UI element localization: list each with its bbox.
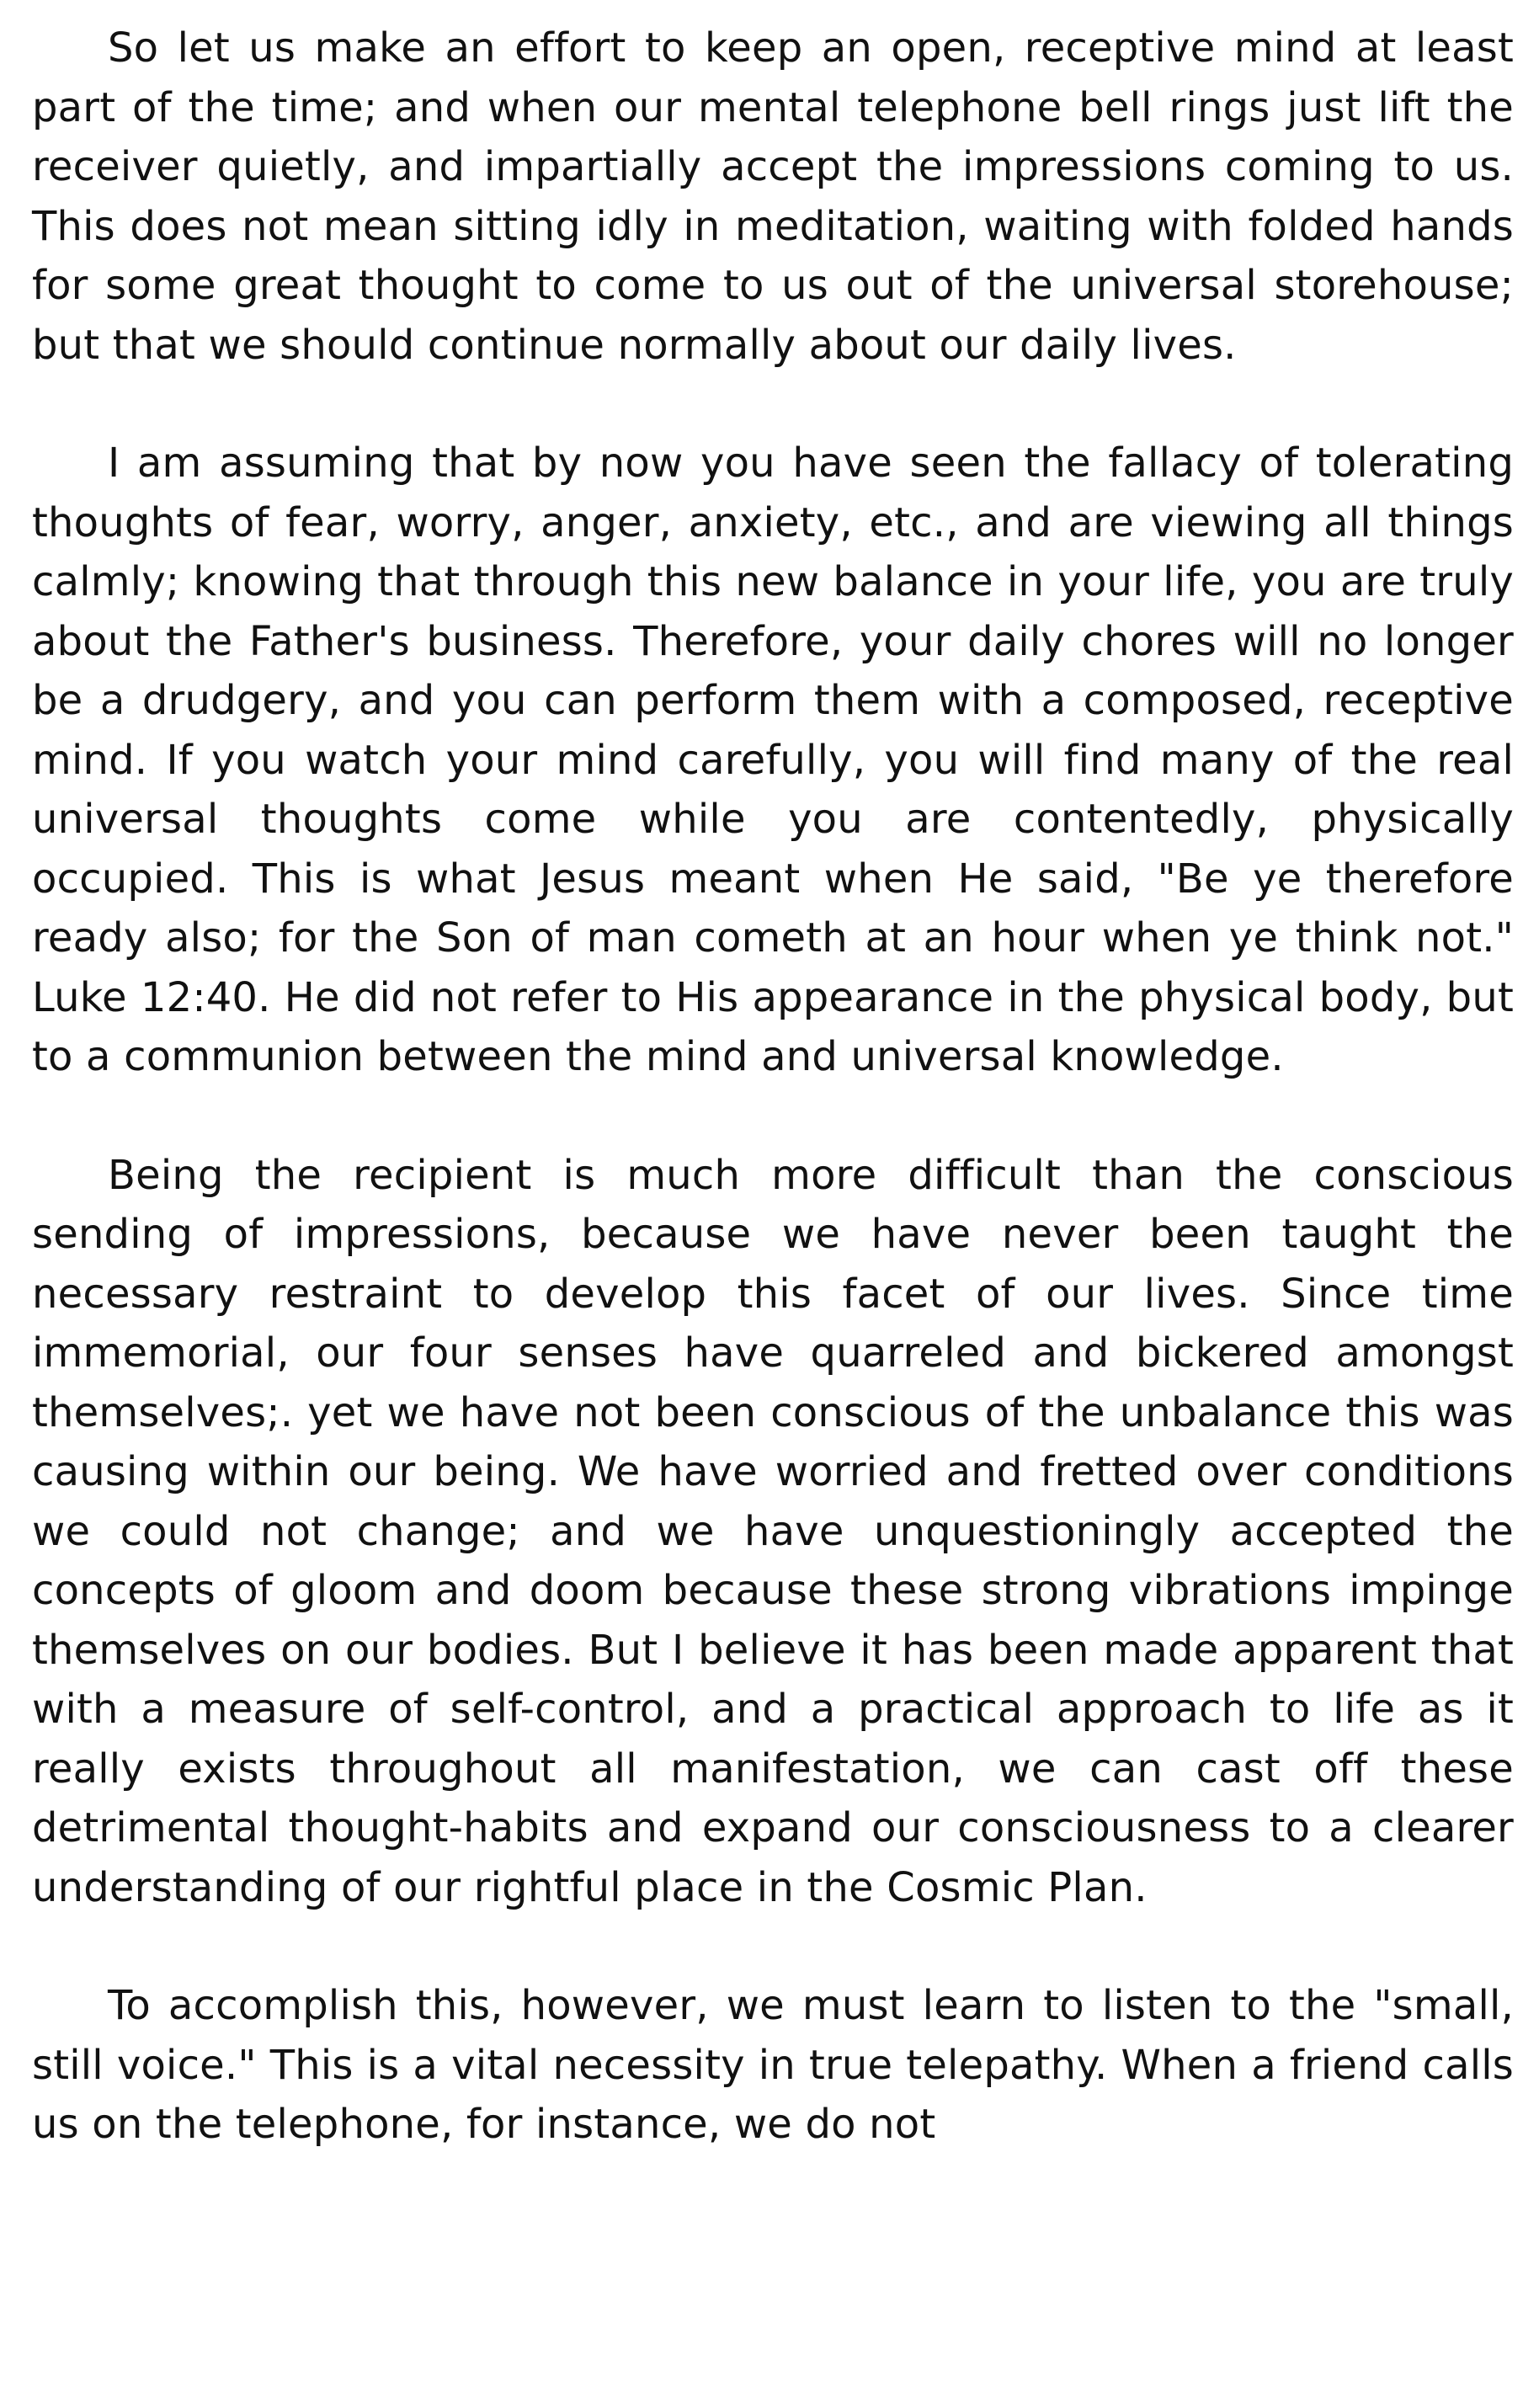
paragraph-calm-viewing: I am assuming that by now you have seen the fallacy of tolerating thoughts of fear, worry, anger, anxiety, etc., and are viewing all things calmly; knowing that through this new balance in your life, you are truly about the Father's business. Therefore, your daily chores will no longer be a drudgery, and you can perform them with a composed, receptive mind. If you watch your mind carefully, you will find many of the real universal thoughts come while you are contentedly, physically occupied. This is what Jesus meant when He said, "Be ye therefore ready also; for the Son of man cometh at an hour when ye think not." Luke 12:40. He did not refer to His appearance in the physical body, but to a communion between the mind and universal knowledge. xyxy=(32,440,1514,1080)
paragraph-being-recipient: Being the recipient is much more difficult than the conscious sending of impressions, because we have never been taught the necessary restraint to develop this facet of our lives. Since time immemorial, our four senses have quarreled and bickered amongst themselves;. yet we have not been conscious of the unbalance this was causing within our being. We have worried and fretted over conditions we could not change; and we have unquestioningly accepted the concepts of gloom and doom because these strong vibrations impinge themselves on our bodies. But I believe it has been made apparent that with a measure of self-control, and a practical approach to life as it really exists throughout all manifestation, we can cast off these detrimental thought-habits and expand our consciousness to a clearer understanding of our rightful place in the Cosmic Plan. xyxy=(32,1151,1514,1911)
paragraph-small-still-voice: To accomplish this, however, we must learn to listen to the "small, still voice." This is a vital necessity in true telepathy. When a friend calls us on the telephone, for instance, we do not xyxy=(32,1982,1514,2148)
document-page xyxy=(32,19,1514,2155)
paragraph-receptive-mind: So let us make an effort to keep an open, receptive mind at least part of the time; and when our mental telephone bell rings just lift the receiver quietly, and impartially accept the impressions coming to us. This does not mean sitting idly in meditation, waiting with folded hands for some great thought to come to us out of the universal storehouse; but that we should continue normally about our daily lives. xyxy=(32,24,1514,369)
